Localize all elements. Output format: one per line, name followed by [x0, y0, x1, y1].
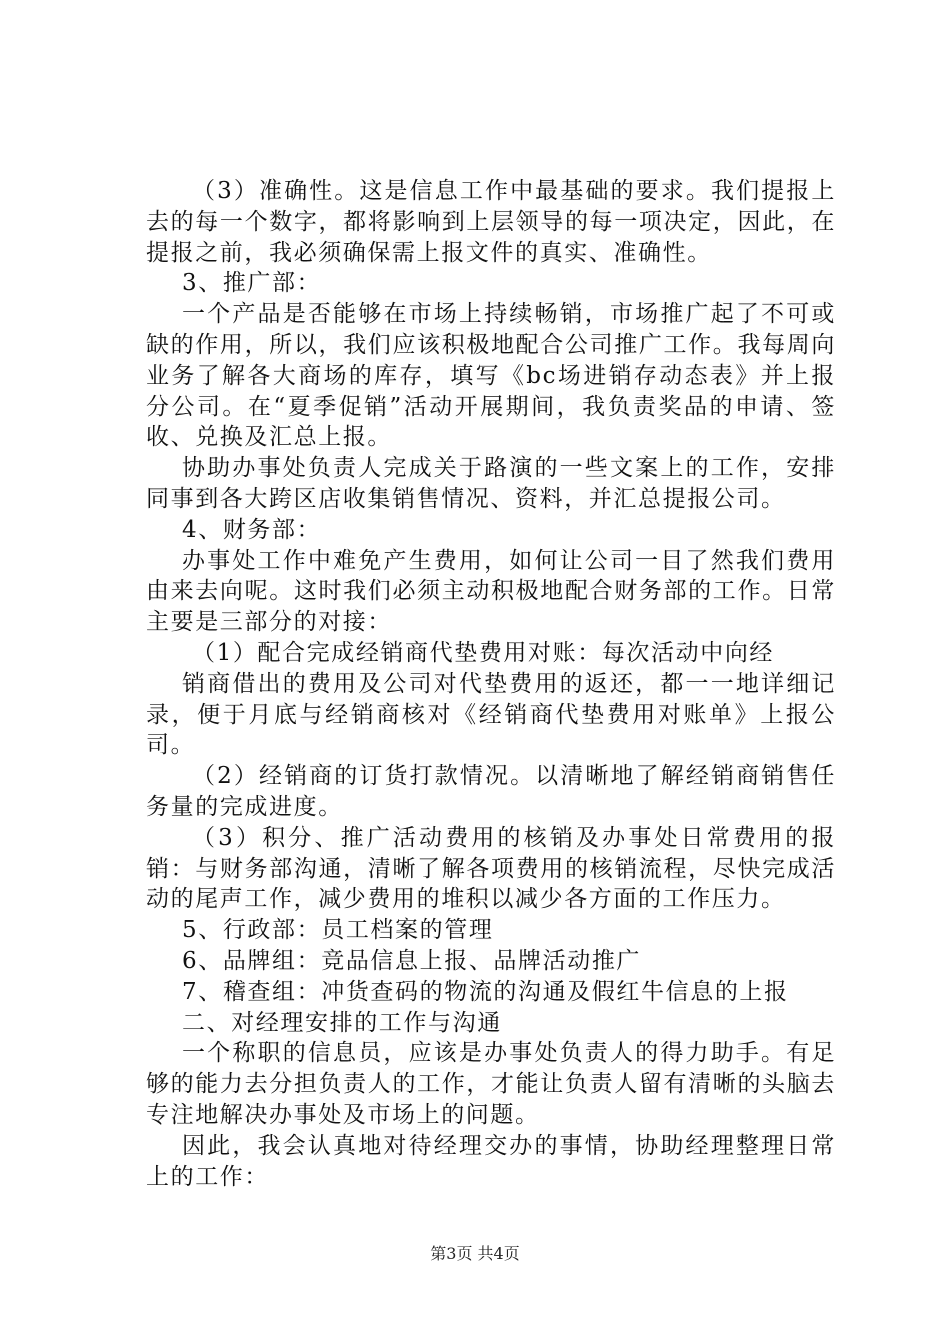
heading-manager-work: 二、对经理安排的工作与沟通 [182, 1009, 502, 1036]
heading-brand-group: 6、品牌组：竞品信息上报、品牌活动推广 [182, 947, 642, 974]
paragraph-accuracy: （3）准确性。这是信息工作中最基础的要求。我们提报上去的每一个数字，都将影响到上层领导的每一项决定，因此，在提报之前，我必须确保需上报文件的真实、准确性。 [146, 178, 836, 266]
paragraph-finance-item-1-cont: 销商借出的费用及公司对代垫费用的返还，都一一地详细记录，便于月底与经销商核对《经销商代垫费用对账单》上报公司。 [146, 670, 836, 759]
paragraph-manager-2: 因此，我会认真地对待经理交办的事情，协助经理整理日常上的工作： [146, 1132, 836, 1190]
paragraph-finance-intro: 办事处工作中难免产生费用，如何让公司一目了然我们费用由来去向呢。这时我们必须主动积极地配合财务部的工作。日常主要是三部分的对接： [146, 547, 836, 636]
heading-promotion-dept: 3、推广部： [182, 270, 322, 297]
paragraph-promotion-1: 一个产品是否能够在市场上持续畅销，市场推广起了不可或缺的作用，所以，我们应该积极地配合公司推广工作。我每周向业务了解各大商场的库存，填写《bc场进销存动态表》并上报分公司。在“夏季促销”活动开展期间，我负责奖品的申请、签收、兑换及汇总上报。 [146, 301, 836, 451]
page-footer: 第3页 共4页 [430, 1244, 520, 1263]
heading-finance-dept: 4、财务部： [182, 516, 322, 543]
paragraph-finance-item-2: （2）经销商的订货打款情况。以清晰地了解经销商销售任务量的完成进度。 [146, 763, 836, 820]
heading-audit-group: 7、稽查组：冲货查码的物流的沟通及假红牛信息的上报 [182, 978, 789, 1005]
paragraph-promotion-2: 协助办事处负责人完成关于路演的一些文案上的工作，安排同事到各大跨区店收集销售情况、资料，并汇总提报公司。 [146, 455, 836, 512]
paragraph-finance-item-3: （3）积分、推广活动费用的核销及办事处日常费用的报销：与财务部沟通，清晰了解各项费用的核销流程，尽快完成活动的尾声工作，减少费用的堆积以减少各方面的工作压力。 [146, 824, 836, 913]
paragraph-manager-1: 一个称职的信息员，应该是办事处负责人的得力助手。有足够的能力去分担负责人的工作，才能让负责人留有清晰的头脑去专注地解决办事处及市场上的问题。 [146, 1040, 836, 1128]
heading-admin-dept: 5、行政部：员工档案的管理 [182, 917, 494, 944]
document-body [146, 176, 836, 1192]
paragraph-finance-item-1: （1）配合完成经销商代垫费用对账：每次活动中向经 [192, 639, 775, 666]
